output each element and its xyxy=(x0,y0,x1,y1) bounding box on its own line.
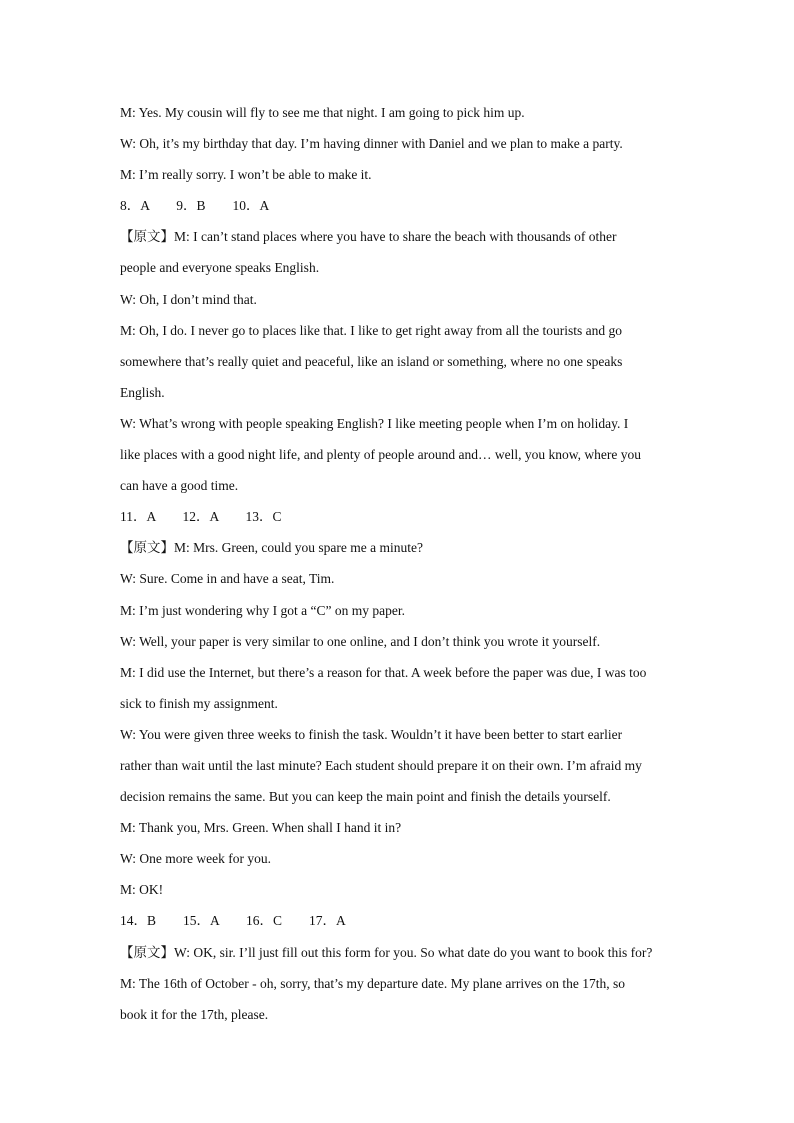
dialogue-line: M: The 16th of October - oh, sorry, that’s my departure date. My plane arrives on the 17th, so xyxy=(120,975,626,991)
answer-key-line: 14．B 15．A 16．C 17．A xyxy=(120,913,346,929)
dialogue-line: somewhere that’s really quiet and peaceful, like an island or something, where no one speaks xyxy=(120,353,623,369)
dialogue-line: W: One more week for you. xyxy=(120,851,271,867)
dialogue-line: decision remains the same. But you can keep the main point and finish the details yourself. xyxy=(120,789,611,805)
answer-key-line: 8．A 9．B 10．A xyxy=(120,198,270,214)
transcript-line: 【原文】M: Mrs. Green, could you spare me a minute? xyxy=(120,540,423,556)
dialogue-line: English. xyxy=(120,384,165,400)
dialogue-line: M: I’m really sorry. I won’t be able to make it. xyxy=(120,167,372,183)
dialogue-line: M: Oh, I do. I never go to places like that. I like to get right away from all the tourists and go xyxy=(120,322,623,338)
dialogue-line: M: OK! xyxy=(120,882,164,898)
dialogue-line: like places with a good night life, and plenty of people around and… well, you know, where you xyxy=(120,447,641,463)
dialogue-line: M: Yes. My cousin will fly to see me that night. I am going to pick him up. xyxy=(120,105,525,120)
dialogue-line: sick to finish my assignment. xyxy=(120,695,278,711)
dialogue-line: rather than wait until the last minute? Each student should prepare it on their own. I’m afraid my xyxy=(120,757,642,773)
answer-key-line: 11．A 12．A 13．C xyxy=(120,509,282,525)
document-body xyxy=(120,97,680,1030)
dialogue-line: W: You were given three weeks to finish the task. Wouldn’t it have been better to start earlier xyxy=(120,726,623,742)
dialogue-line: W: What’s wrong with people speaking English? I like meeting people when I’m on holiday. I xyxy=(120,415,629,431)
transcript-line: 【原文】M: I can’t stand places where you have to share the beach with thousands of other xyxy=(120,229,617,245)
dialogue-line: W: Oh, I don’t mind that. xyxy=(120,291,257,307)
dialogue-line: W: Sure. Come in and have a seat, Tim. xyxy=(120,571,335,587)
dialogue-line: M: I did use the Internet, but there’s a reason for that. A week before the paper was due, I was too xyxy=(120,664,647,680)
dialogue-line: book it for the 17th, please. xyxy=(120,1006,269,1022)
dialogue-line: W: Oh, it’s my birthday that day. I’m having dinner with Daniel and we plan to make a party. xyxy=(120,136,623,152)
dialogue-line: W: Well, your paper is very similar to one online, and I don’t think you wrote it yourself. xyxy=(120,633,601,649)
dialogue-line: M: Thank you, Mrs. Green. When shall I hand it in? xyxy=(120,820,402,836)
transcript-line: people and everyone speaks English. xyxy=(120,260,320,276)
transcript-line: 【原文】W: OK, sir. I’ll just fill out this form for you. So what date do you want to book this for? xyxy=(120,944,653,960)
dialogue-line: M: I’m just wondering why I got a “C” on my paper. xyxy=(120,602,405,618)
dialogue-line: can have a good time. xyxy=(120,478,239,494)
